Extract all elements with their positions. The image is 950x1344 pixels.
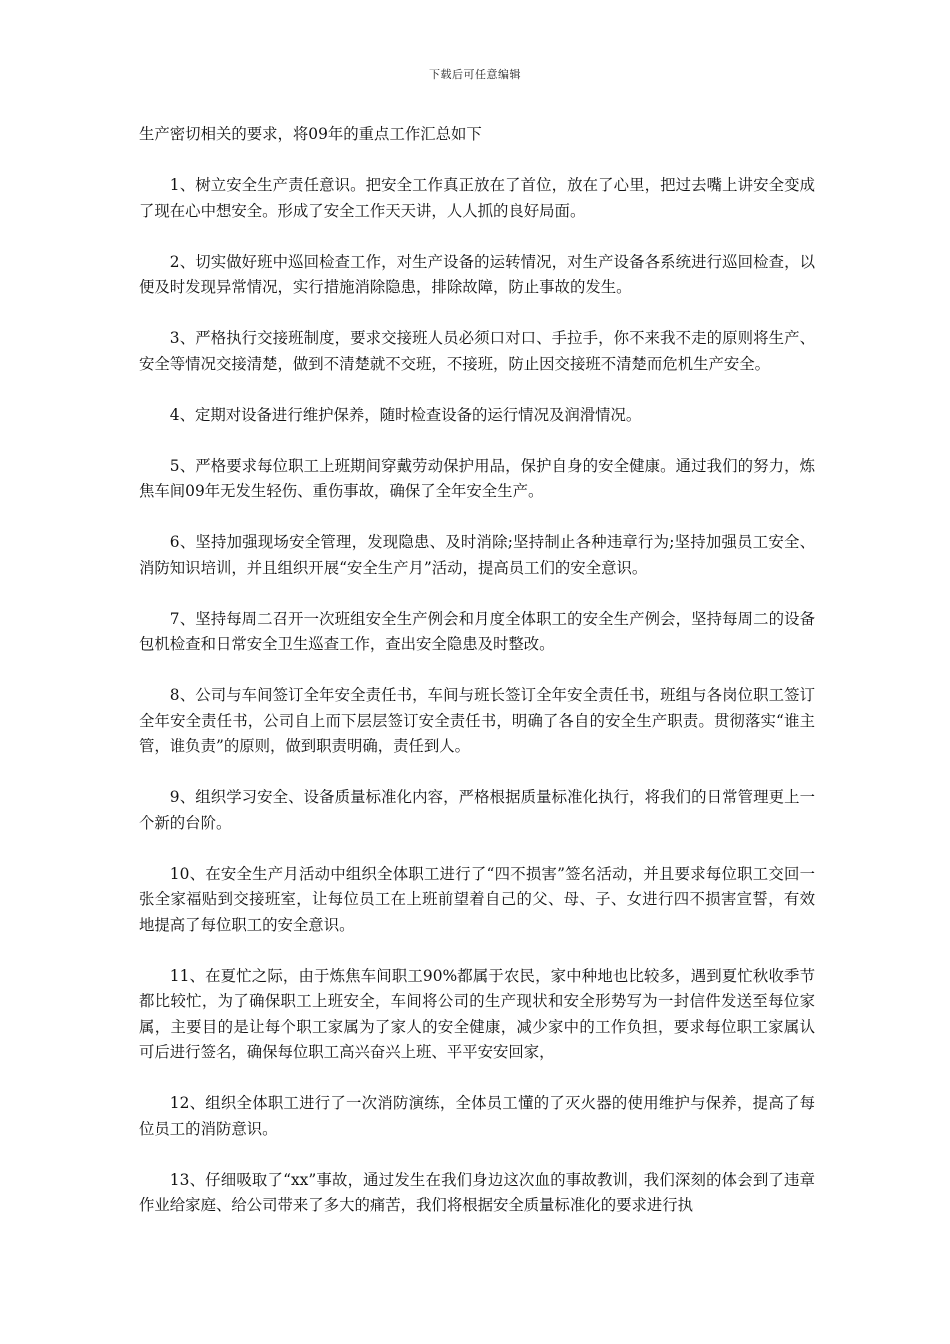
page-header: 下载后可任意编辑 [429,68,521,81]
paragraph-5: 5、严格要求每位职工上班期间穿戴劳动保护用品，保护自身的安全健康。通过我们的努力，炼焦车间09年无发生轻伤、重伤事故，确保了全年安全生产。 [139,456,815,500]
paragraph-7: 7、坚持每周二召开一次班组安全生产例会和月度全体职工的安全生产例会，坚持每周二的设备包机检查和日常安全卫生巡查工作，查出安全隐患及时整改。 [139,609,815,653]
paragraph-13: 13、仔细吸取了“xx”事故，通过发生在我们身边这次血的事故教训，我们深刻的体会到了违章作业给家庭、给公司带来了多大的痛苦，我们将根据安全质量标准化的要求进行执 [139,1170,815,1214]
document-body [139,122,815,1244]
paragraph-9: 9、组织学习安全、设备质量标准化内容，严格根据质量标准化执行，将我们的日常管理更上一个新的台阶。 [139,788,815,832]
paragraph-1: 1、树立安全生产责任意识。把安全工作真正放在了首位，放在了心里，把过去嘴上讲安全变成了现在心中想安全。形成了安全工作天天讲，人人抓的良好局面。 [139,176,815,220]
paragraph-2: 2、切实做好班中巡回检查工作，对生产设备的运转情况，对生产设备各系统进行巡回检查，以便及时发现异常情况，实行措施消除隐患，排除故障，防止事故的发生。 [139,252,815,296]
paragraph-11: 11、在夏忙之际，由于炼焦车间职工90%都属于农民，家中种地也比较多，遇到夏忙秋收季节都比较忙，为了确保职工上班安全，车间将公司的生产现状和安全形势写为一封信件发送至每位家属，主要目的是让每个职工家属为了家人的安全健康，减少家中的工作负担，要求每位职工家属认可后进行签名，确保每位职工高兴奋兴上班、平平安安回家， [139,966,815,1061]
lead-paragraph: 生产密切相关的要求，将09年的重点工作汇总如下 [139,125,482,143]
paragraph-3: 3、严格执行交接班制度，要求交接班人员必须口对口、手拉手，你不来我不走的原则将生产、安全等情况交接清楚，做到不清楚就不交班，不接班，防止因交接班不清楚而危机生产安全。 [139,329,815,373]
paragraph-4: 4、定期对设备进行维护保养，随时检查设备的运行情况及润滑情况。 [169,405,642,424]
paragraph-10: 10、在安全生产月活动中组织全体职工进行了“四不损害”签名活动，并且要求每位职工交回一张全家福贴到交接班室，让每位员工在上班前望着自己的父、母、子、女进行四不损害宣誓，有效地提高了每位职工的安全意识。 [139,864,815,934]
paragraph-8: 8、公司与车间签订全年安全责任书，车间与班长签订全年安全责任书，班组与各岗位职工签订全年安全责任书，公司自上而下层层签订安全责任书，明确了各自的安全生产职责。贯彻落实“谁主管，谁负责”的原则，做到职责明确，责任到人。 [139,686,815,755]
paragraph-6: 6、坚持加强现场安全管理，发现隐患、及时消除;坚持制止各种违章行为;坚持加强员工安全、消防知识培训，并且组织开展“安全生产月”活动，提高员工们的安全意识。 [139,533,815,577]
paragraph-12: 12、组织全体职工进行了一次消防演练，全体员工懂的了灭火器的使用维护与保养，提高了每位员工的消防意识。 [139,1094,815,1138]
